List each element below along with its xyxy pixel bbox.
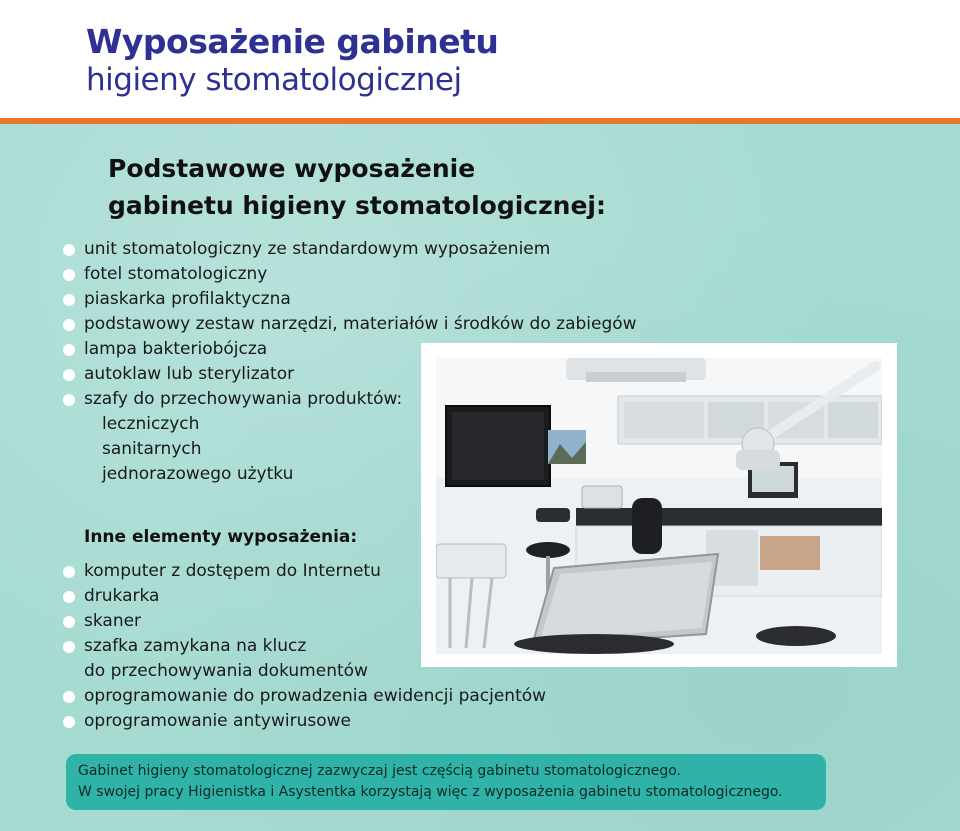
bullet-icon <box>63 691 75 703</box>
section-heading-basic <box>108 150 606 224</box>
note-line2: W swojej pracy Higienistka i Asystentka korzystają więc z wyposażenia gabinetu stomatologicznego. <box>78 784 783 800</box>
bullet-icon <box>63 641 75 653</box>
list-item <box>62 684 546 709</box>
page-title: Wyposażenie gabinetu <box>86 22 499 61</box>
list-item-label: komputer z dostępem do Internetu <box>84 561 381 581</box>
bullet-icon <box>63 319 75 331</box>
dental-office-illustration <box>436 358 882 654</box>
list-item <box>62 262 637 287</box>
section-heading-line2: gabinetu higieny stomatologicznej: <box>108 191 606 220</box>
list-item-label: piaskarka profilaktyczna <box>84 289 291 309</box>
sub-list-item: leczniczych <box>102 414 200 434</box>
bullet-icon <box>63 716 75 728</box>
bullet-icon <box>63 566 75 578</box>
list-item <box>62 287 637 312</box>
note-line1: Gabinet higieny stomatologicznej zazwyczaj jest częścią gabinetu stomatologicznego. <box>78 763 681 779</box>
bullet-icon <box>63 591 75 603</box>
list-item-label: autoklaw lub sterylizator <box>84 364 295 384</box>
sub-list-item: jednorazowego użytku <box>102 464 294 484</box>
dental-office-photo <box>436 358 882 654</box>
bullet-icon <box>63 344 75 356</box>
list-item-label: oprogramowanie do prowadzenia ewidencji pacjentów <box>84 686 547 706</box>
page-subtitle: higieny stomatologicznej <box>86 62 462 98</box>
list-item-label: skaner <box>84 611 142 631</box>
bullet-icon <box>63 244 75 256</box>
list-item-label: szafy do przechowywania produktów: <box>84 389 403 409</box>
sub-list-item: sanitarnych <box>102 439 202 459</box>
bullet-icon <box>63 394 75 406</box>
list-item-label: fotel stomatologiczny <box>84 264 268 284</box>
bullet-icon <box>63 616 75 628</box>
bullet-icon <box>63 294 75 306</box>
list-item-label: unit stomatologiczny ze standardowym wyposażeniem <box>84 239 551 259</box>
list-item <box>62 237 637 262</box>
list-item <box>62 312 637 337</box>
list-item-label: szafka zamykana na klucz <box>84 636 307 656</box>
list-item-continuation: do przechowywania dokumentów <box>84 661 368 681</box>
list-item-label: oprogramowanie antywirusowe <box>84 711 351 731</box>
list-item <box>62 709 546 734</box>
header <box>0 0 960 118</box>
list-item-label: drukarka <box>84 586 160 606</box>
section-heading-line1: Podstawowe wyposażenie <box>108 154 476 183</box>
bullet-icon <box>63 369 75 381</box>
section-heading-other: Inne elementy wyposażenia: <box>84 527 358 547</box>
list-item-label: podstawowy zestaw narzędzi, materiałów i środków do zabiegów <box>84 314 637 334</box>
info-note <box>66 754 826 810</box>
dental-office-photo-frame <box>421 343 897 667</box>
bullet-icon <box>63 269 75 281</box>
list-item-label: lampa bakteriobójcza <box>84 339 268 359</box>
